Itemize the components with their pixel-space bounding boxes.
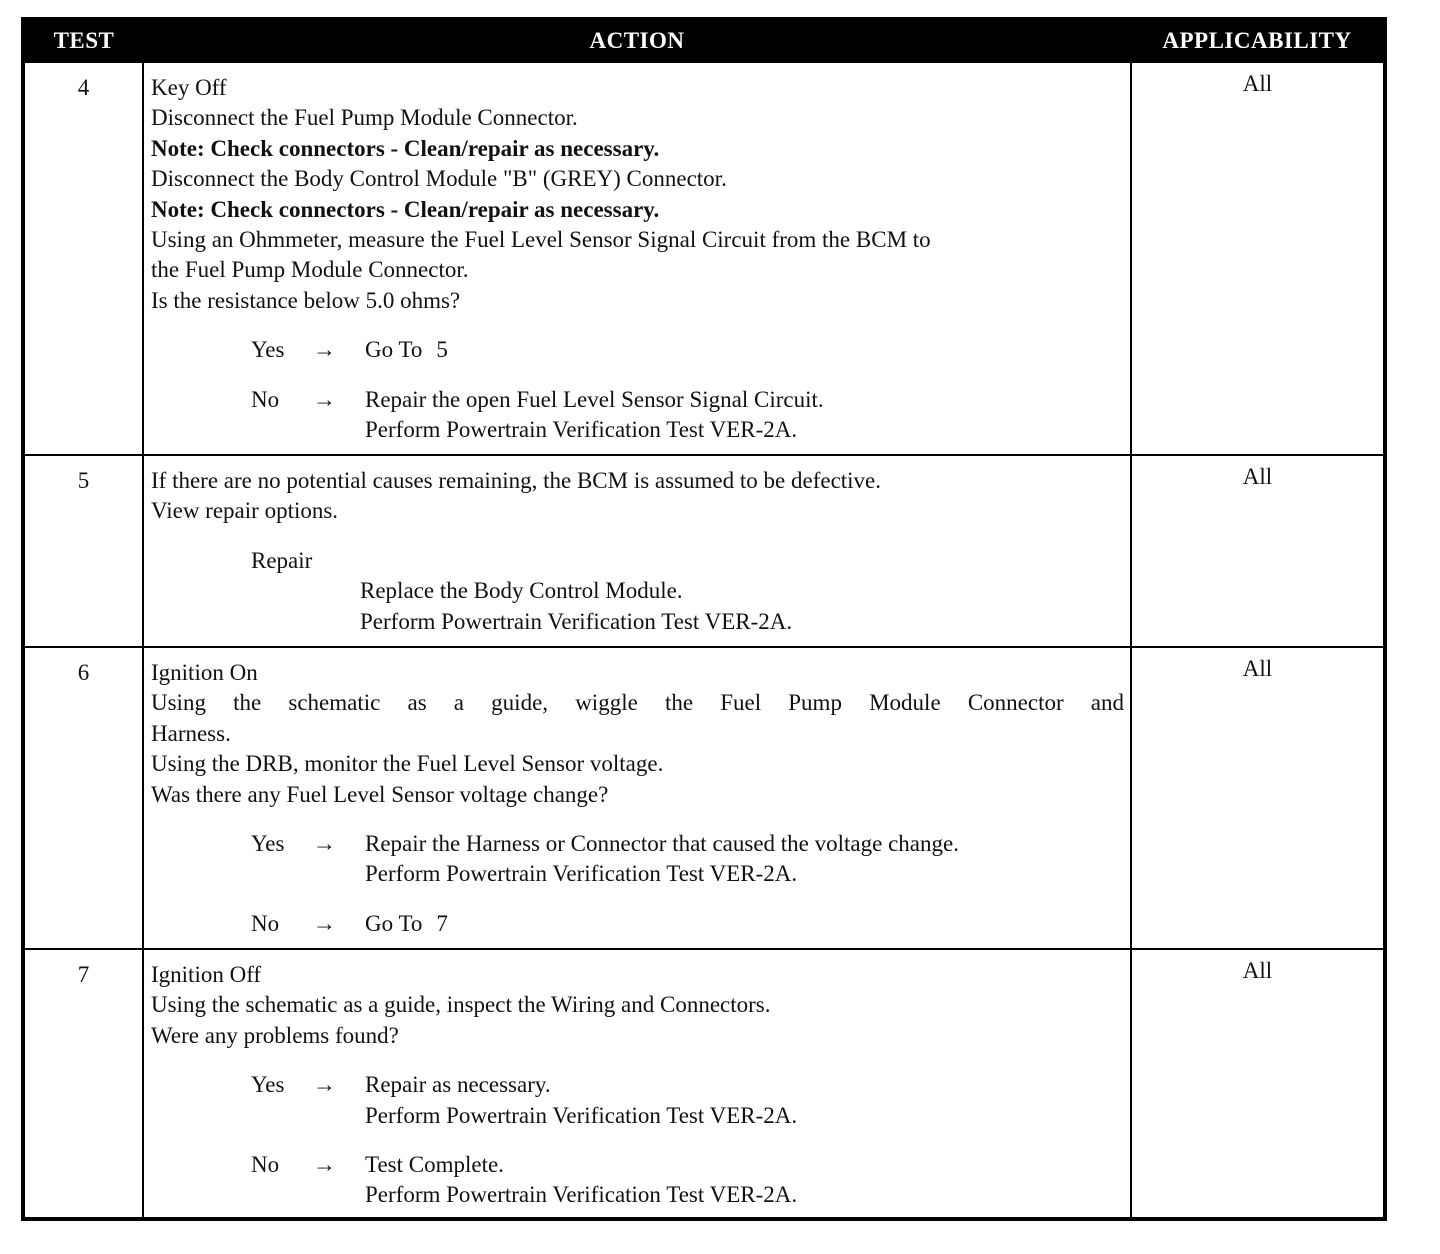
action-line: View repair options. — [151, 498, 339, 524]
yes-label: Yes — [251, 337, 285, 363]
no-branch — [251, 1150, 1124, 1211]
arrow-icon: → — [313, 337, 336, 363]
goto-test-link[interactable]: 7 — [436, 910, 448, 936]
action-cell — [143, 455, 1131, 647]
action-cell — [143, 949, 1131, 1217]
yes-branch — [251, 335, 1124, 365]
branch-line: Perform Powertrain Verification Test VER-2A. — [365, 417, 798, 443]
repair-label: Repair — [251, 547, 313, 573]
arrow-icon: → — [313, 831, 336, 857]
goto-text: Go To — [365, 337, 423, 363]
no-branch — [251, 909, 1124, 939]
branch-line: Perform Powertrain Verification Test VER-2A. — [365, 1102, 798, 1128]
applicability-value: All — [1131, 455, 1383, 647]
action-line: Was there any Fuel Level Sensor voltage change? — [151, 781, 609, 807]
action-line: Were any problems found? — [151, 1022, 399, 1048]
yes-branch — [251, 829, 1124, 890]
branch-instructions — [365, 385, 824, 446]
arrow-icon: → — [313, 386, 336, 412]
action-cell — [143, 647, 1131, 949]
table-header-row — [25, 21, 1383, 62]
goto-instruction — [365, 335, 448, 365]
no-branch — [251, 385, 1124, 446]
branch-instructions — [365, 829, 959, 890]
repair-line: Perform Powertrain Verification Test VER-2A. — [360, 608, 793, 634]
branch-line: Perform Powertrain Verification Test VER-2A. — [365, 861, 798, 887]
no-label: No — [251, 386, 280, 412]
branch-line: Perform Powertrain Verification Test VER-2A. — [365, 1182, 798, 1208]
note-line: Note: Check connectors - Clean/repair as necessary. — [151, 135, 660, 161]
header-applicability: APPLICABILITY — [1131, 21, 1383, 62]
test-table — [25, 21, 1383, 1217]
table-row — [25, 647, 1383, 949]
branch-line: Test Complete. — [365, 1152, 504, 1178]
branch-instructions — [365, 1070, 797, 1131]
no-label: No — [251, 910, 280, 936]
note-line: Note: Check connectors - Clean/repair as necessary. — [151, 196, 660, 222]
goto-instruction — [365, 909, 448, 939]
header-test: TEST — [25, 21, 143, 62]
action-line: Using the schematic as a guide, wiggle the Fuel Pump Module Connector and — [151, 690, 1124, 716]
branch-line: Repair the open Fuel Level Sensor Signal Circuit. — [365, 386, 824, 412]
action-line: Using the schematic as a guide, inspect the Wiring and Connectors. — [151, 992, 771, 1018]
arrow-icon: → — [313, 1072, 336, 1098]
branch-line: Repair as necessary. — [365, 1072, 551, 1098]
yes-branch — [251, 1070, 1124, 1131]
action-line: Ignition Off — [151, 962, 262, 987]
yes-label: Yes — [251, 1072, 285, 1098]
table-row — [25, 62, 1383, 455]
test-number: 5 — [25, 455, 143, 647]
action-line: Is the resistance below 5.0 ohms? — [151, 287, 461, 313]
branch-instructions — [365, 1150, 797, 1211]
test-number: 6 — [25, 647, 143, 949]
no-label: No — [251, 1152, 280, 1178]
arrow-icon: → — [313, 910, 336, 936]
action-line: Using the DRB, monitor the Fuel Level Sensor voltage. — [151, 751, 664, 777]
action-line: the Fuel Pump Module Connector. — [151, 257, 469, 283]
goto-test-link[interactable]: 5 — [436, 337, 448, 363]
table-row — [25, 455, 1383, 647]
action-line: Ignition On — [151, 660, 258, 685]
action-cell — [143, 62, 1131, 455]
action-line: Disconnect the Fuel Pump Module Connector. — [151, 105, 578, 131]
applicability-value: All — [1131, 62, 1383, 455]
table-row — [25, 949, 1383, 1217]
action-line: Using an Ohmmeter, measure the Fuel Level Sensor Signal Circuit from the BCM to — [151, 227, 931, 253]
repair-instructions — [360, 576, 1124, 637]
goto-text: Go To — [365, 910, 423, 936]
test-number: 4 — [25, 62, 143, 455]
action-line: If there are no potential causes remaining, the BCM is assumed to be defective. — [151, 468, 882, 493]
applicability-value: All — [1131, 949, 1383, 1217]
diagnostic-test-table — [21, 17, 1387, 1221]
test-number: 7 — [25, 949, 143, 1217]
repair-line: Replace the Body Control Module. — [360, 578, 683, 604]
yes-label: Yes — [251, 831, 285, 857]
header-action: ACTION — [143, 21, 1131, 62]
applicability-value: All — [1131, 647, 1383, 949]
action-line: Disconnect the Body Control Module "B" (GREY) Connector. — [151, 166, 727, 192]
branch-line: Repair the Harness or Connector that caused the voltage change. — [365, 831, 959, 857]
action-line: Key Off — [151, 75, 227, 100]
action-line: Harness. — [151, 720, 231, 746]
arrow-icon: → — [313, 1152, 336, 1178]
